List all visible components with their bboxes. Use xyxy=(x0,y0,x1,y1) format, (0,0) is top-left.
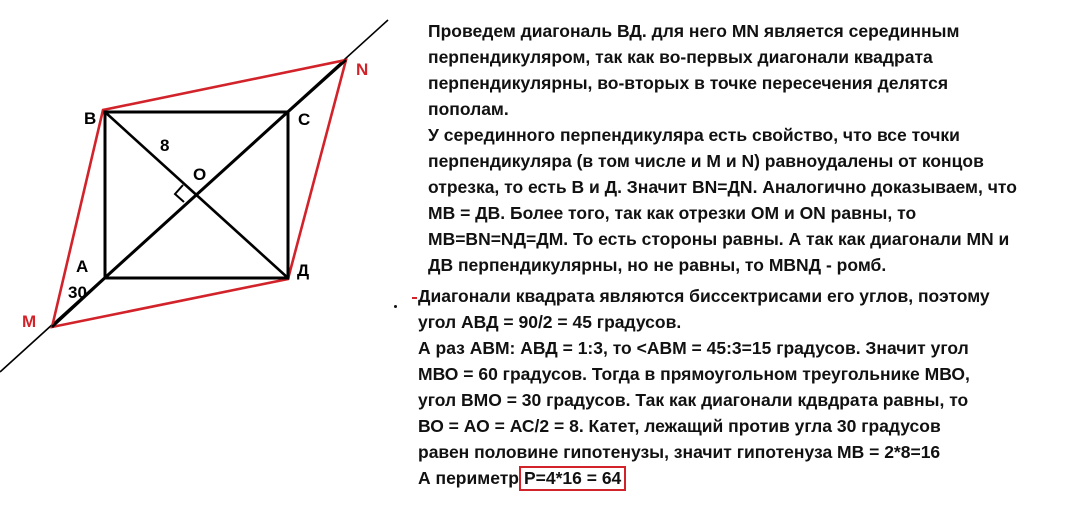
perimeter-answer-box: P=4*16 = 64 xyxy=(519,466,626,491)
text-line: угол АВД = 90/2 = 45 градусов. xyxy=(418,312,682,332)
point-label-a: A xyxy=(76,257,89,276)
point-label-o: O xyxy=(193,165,207,184)
angle-label-a: 30 xyxy=(68,283,87,302)
red-dash-mark xyxy=(412,297,417,299)
stray-dot xyxy=(394,305,397,308)
text-line: ВО = АО = АС/2 = 8. Катет, лежащий против угла 30 градусов xyxy=(418,416,941,436)
text-line: Диагонали квадрата являются биссектрисами его углов, поэтому xyxy=(418,286,990,306)
text-line: перпендикулярны, во-вторых в точке пересечения делятся xyxy=(428,73,949,93)
segment-cn xyxy=(288,60,346,112)
text-line: А раз АВМ: АВД = 1:3, то <АВМ = 45:3=15 градусов. Значит угол xyxy=(418,338,969,358)
point-label-m: M xyxy=(22,312,37,331)
perimeter-line xyxy=(418,465,990,491)
length-label-bo: 8 xyxy=(160,136,170,155)
text-line: MB = ДВ. Более того, так как отрезки ОМ и ON равны, то xyxy=(428,203,917,223)
point-label-c: C xyxy=(298,110,311,129)
text-line: равен половине гипотенузы, значит гипотенуза МВ = 2*8=16 xyxy=(418,442,941,462)
text-line: МВО = 60 градусов. Тогда в прямоугольном треугольнике МВО, xyxy=(418,364,970,384)
right-angle-marker xyxy=(175,185,184,202)
text-line: ДВ перпендикулярны, но не равны, то MBNД - ромб. xyxy=(428,255,887,275)
text-line: угол ВМО = 30 градусов. Так как диагонали кдвдрата равны, то xyxy=(418,390,969,410)
text-line: Проведем диагональ ВД. для него MN является серединным xyxy=(428,21,960,41)
point-label-n: N xyxy=(356,60,369,79)
geometry-figure xyxy=(0,0,400,400)
explanation-block-perimeter xyxy=(418,283,990,491)
point-label-d: Д xyxy=(297,261,310,280)
perimeter-prefix: А периметр xyxy=(418,468,519,488)
text-line: пополам. xyxy=(428,99,509,119)
text-line: перпендикуляра (в том числе и М и N) равноудалены от концов xyxy=(428,151,984,171)
text-line: отрезка, то есть В и Д. Значит BN=ДN. Аналогично доказываем, что xyxy=(428,177,1017,197)
text-line: перпендикуляром, так как во-первых диагонали квадрата xyxy=(428,47,933,67)
text-line: MB=BN=NД=ДМ. То есть стороны равны. А так как диагонали MN и xyxy=(428,229,1010,249)
text-line: У серединного перпендикуляра есть свойство, что все точки xyxy=(428,125,960,145)
explanation-block-rhombus xyxy=(428,18,1017,278)
point-label-b: B xyxy=(84,109,97,128)
